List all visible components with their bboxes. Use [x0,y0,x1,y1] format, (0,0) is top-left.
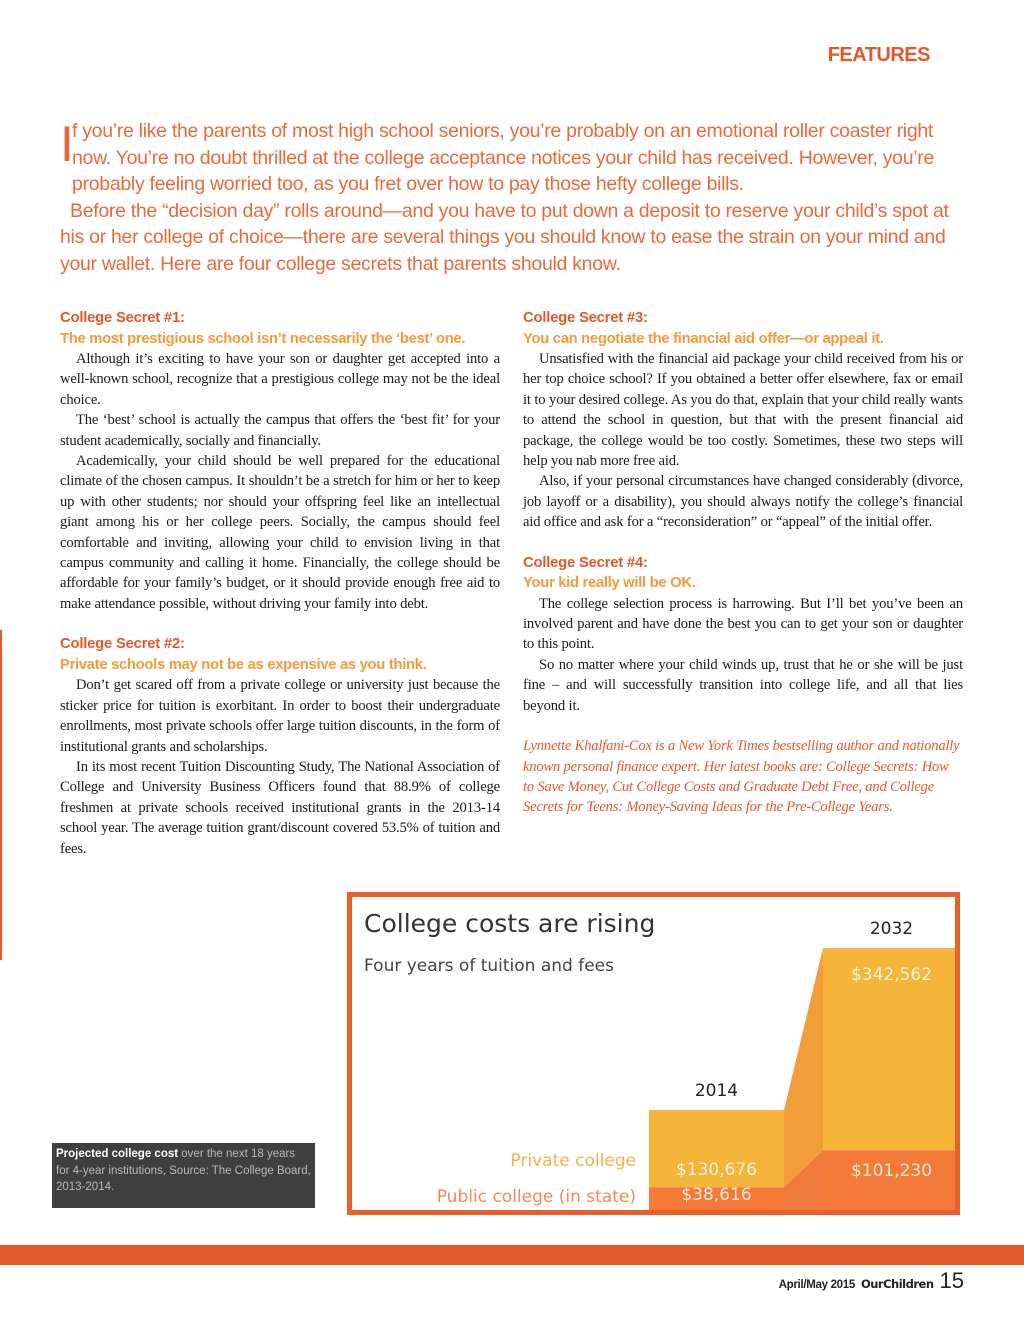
secret-1-subheading: The most prestigious school isn’t necessarily the ‘best’ one. [60,330,466,347]
secret-4-paragraph: So no matter where your child winds up, trust that he or she will be just fine – and will successfully transition into college life, and all that lies beyond it. [523,656,963,714]
section-label: FEATURES [827,44,930,66]
intro-paragraph-2: Before the “decision day” rolls around—and you have to put down a deposit to reserve your child’s spot at his or her college of choice—there are several things you should know to ease the strain on your mind and your wallet. Here are four college secrets that parents should know. [60,199,949,275]
left-column [60,308,500,859]
secret-2-subheading: Private schools may not be as expensive as you think. [60,656,427,673]
drop-cap: I [60,116,74,172]
chart-subtitle: Four years of tuition and fees [364,956,614,976]
secret-3-subheading: You can negotiate the financial aid offer—or appeal it. [523,330,884,347]
private-value-label: $342,562 [850,965,933,985]
issue-date: April/May 2015 [778,1279,855,1291]
secret-3-paragraph: Unsatisfied with the financial aid package your child received from his or her top choice school? If you obtained a better offer elsewhere, fax or email it to your desired college. As you do that, explain that your child really wants to attend the school in question, but that with the present financial aid package, the college would be too costly. Sometimes, these two steps will help you nab more free aid. [523,351,963,470]
chart-caption [52,1143,315,1208]
magazine-name: OurChildren [860,1277,934,1291]
author-bio: Lynnette Khalfani-Cox is a New York Times bestselling author and nationally known personal finance expert. Her latest books are: College Secrets: How to Save Money, Cut College Costs and Graduate Debt Free, and College Secrets for Teens: Money-Saving Ideas for the Pre-College Years. [523,738,960,816]
intro-text-1: f you’re like the parents of most high school seniors, you’re probably on an emotional roller coaster right now. You’re no doubt thrilled at the college acceptance notices your child has received. However, you’re probably feeling worried too, as you fret over how to pay those hefty college bills. [72,120,935,195]
right-column [523,308,963,818]
secret-2-paragraph: Don’t get scared off from a private college or university just because the sticker price for tuition is exorbitant. In order to boost their undergraduate enrollments, most private schools offer large tuition discounts, in the form of institutional grants and scholarships. [60,677,500,755]
public-value-label: $38,616 [681,1185,752,1205]
left-edge-rule [0,630,2,960]
year-label: 2032 [869,919,914,939]
private-value-label: $130,676 [675,1160,758,1181]
chart-canvas [352,897,955,1210]
secret-2-heading: College Secret #2: [60,636,185,653]
cost-chart [347,892,960,1215]
secret-1-paragraph: Academically, your child should be well prepared for the educational climate of the chosen campus. It shouldn’t be a stretch for him or her to keep up with other students; nor should your offspring feel like an intellectual giant among his or her college peers. Socially, the campus should feel comfortable and inviting, allowing your child to envision living in that campus community and calling it home. Financially, the college should be affordable for your family’s budget, or it should provide enough free aid to make attendance possible, without driving your family into debt. [60,453,500,612]
public-value-label: $101,230 [850,1161,933,1182]
secret-1-paragraph: The ‘best’ school is actually the campus that offers the ‘best fit’ for your student academically, socially and financially. [60,412,500,449]
year-label: 2014 [694,1081,739,1102]
secret-3-heading: College Secret #3: [523,310,648,326]
secret-2-paragraph: In its most recent Tuition Discounting Study, The National Association of College and University Business Officers found that 88.9% of college freshmen at private schools received institutional grants in the 2013-14 school year. The average tuition grant/discount covered 53.5% of tuition and fees. [60,758,500,857]
secret-4-heading: College Secret #4: [523,554,648,571]
footer-bar [0,1245,1024,1265]
intro-paragraph-1 [60,118,970,198]
page-number: 15 [939,1268,964,1293]
private-area-connector [784,948,823,1187]
chart-title: College costs are rising [364,909,656,938]
caption-text: over the next 18 years for 4-year institutions, Source: The College Board, 2013-2014. [56,1148,311,1193]
private-legend-label: Private college [510,1151,636,1171]
caption-bold: Projected college cost [56,1148,179,1160]
secret-1-heading: College Secret #1: [60,310,185,326]
public-legend-label: Public college (in state) [436,1187,636,1207]
intro-block [60,118,970,277]
secret-4-subheading: Your kid really will be OK. [523,575,696,592]
page-footer [779,1268,964,1294]
secret-4-paragraph: The college selection process is harrowing. But I’ll bet you’ve been an involved parent and have done the best you can to get your son or daughter to this point. [523,595,963,653]
secret-3-paragraph: Also, if your personal circumstances have changed considerably (divorce, job layoff or a disability), you should always notify the college’s financial aid office and ask for a “reconsideration” or “appeal” of the initial offer. [523,473,963,531]
secret-1-paragraph: Although it’s exciting to have your son or daughter get accepted into a well-known school, recognize that a prestigious college may not be the ideal choice. [60,351,500,408]
